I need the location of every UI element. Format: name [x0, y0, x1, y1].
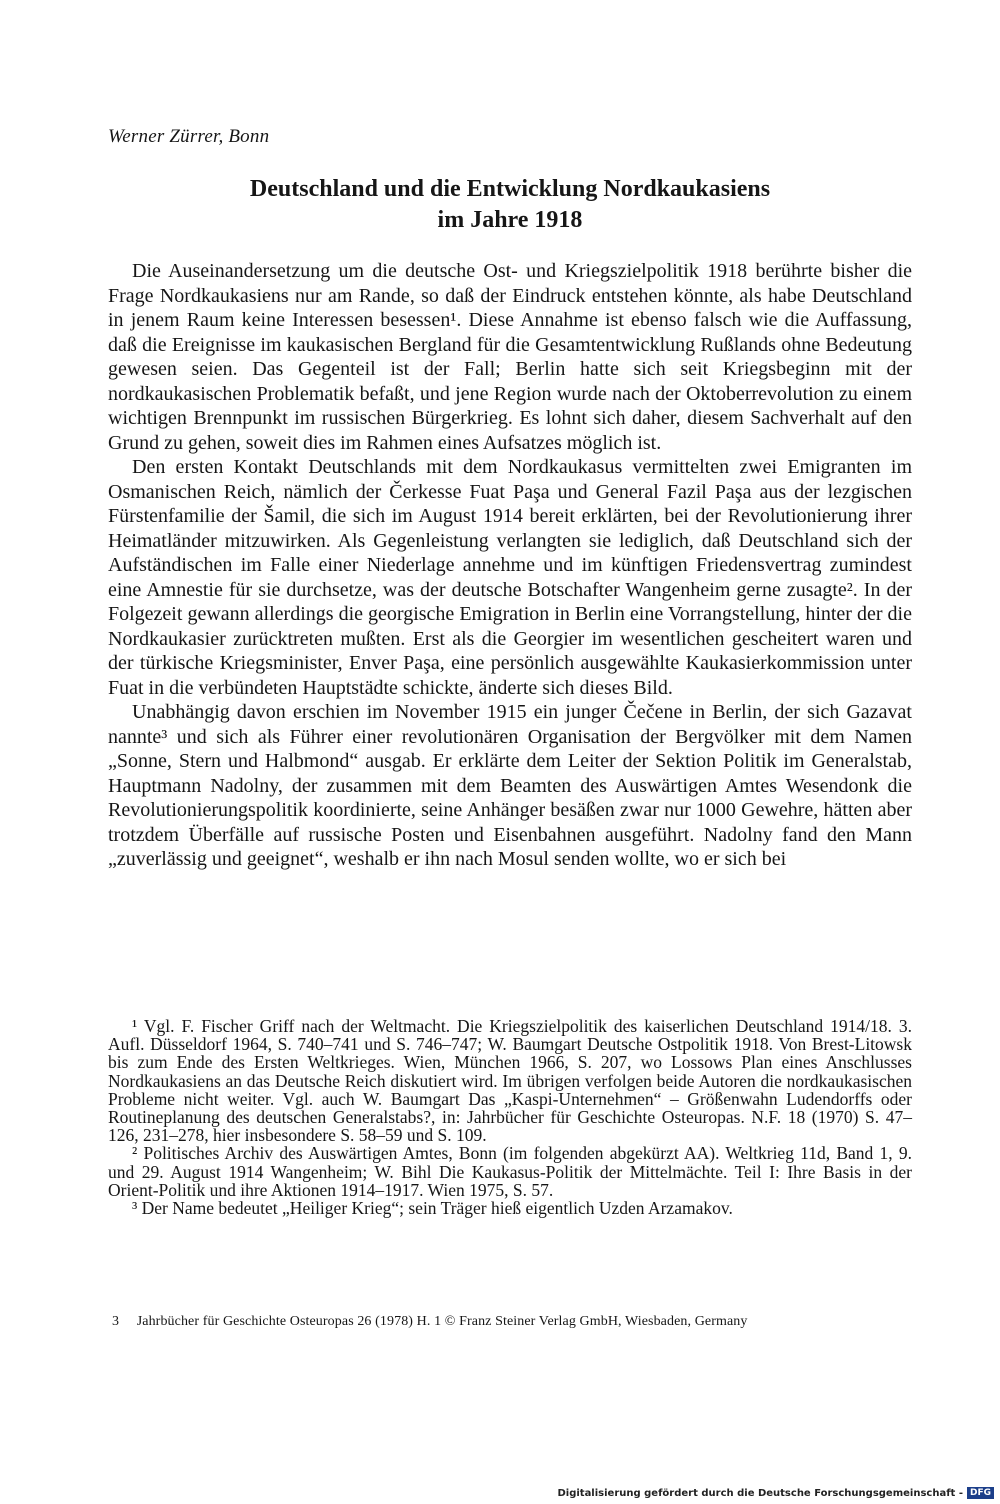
footnote-3: ³ Der Name bedeutet „Heiliger Krieg“; sein Träger hieß eigentlich Uzden Arzamakov. — [132, 1198, 733, 1219]
title-line-2: im Jahre 1918 — [437, 207, 583, 233]
title-line-1: Deutschland und die Entwicklung Nordkaukasiens — [249, 176, 771, 202]
page-footer — [112, 1314, 902, 1330]
page-number: 3 — [112, 1314, 120, 1329]
footnote-2: ² Politisches Archiv des Auswärtigen Amtes, Bonn (im folgenden abgekürzt AA). Weltkrieg 11d, Band 1, 9. und 29. August 1914 Wangenheim; W. Bihl Die Kaukasus-Politik der Mittelmächte. Teil I: Ihre Basis in der Orient-Politik und ihre Aktionen 1914–1917. Wien 1975, S. 57. — [108, 1143, 912, 1200]
author-line: Werner Zürrer, Bonn — [108, 126, 270, 147]
article-title — [120, 174, 900, 236]
article-body — [108, 259, 912, 872]
body-paragraph: Unabhängig davon erschien im November 1915 ein junger Čečene in Berlin, der sich Gazavat nannte³ und sich als Führer einer revolutionären Organisation der Bergvölker mit dem Namen „Sonne, Stern und Halbmond“ ausgab. Er erklärte dem Leiter der Sektion Politik im Generalstab, Hauptmann Nadolny, der zusammen mit dem Beamten des Auswärtigen Amtes Wesendonk die Revolutionierungspolitik koordinierte, seine Anhänger besäßen zwar nur 1000 Gewehre, hätten aber trotzdem Überfälle auf russische Posten und Eisenbahnen ausgeführt. Nadolny fand den Mann „zuverlässig und geeignet“, weshalb er ihn nach Mosul senden wollte, wo er sich bei — [108, 701, 912, 870]
digitization-text: Digitalisierung gefördert durch die Deutsche Forschungsgemeinschaft - — [557, 1487, 963, 1499]
body-paragraph: Die Auseinandersetzung um die deutsche Ost- und Kriegszielpolitik 1918 berührte bisher die Frage Nordkaukasiens nur am Rande, so daß der Eindruck entstehen könnte, als habe Deutschland in jenem Raum keine Interessen besessen¹. Diese Annahme ist ebenso falsch wie die Auffassung, daß die Ereignisse im kaukasischen Bergland für die Gesamtentwicklung Rußlands ohne Bedeutung gewesen seien. Das Gegenteil ist der Fall; Berlin hatte sich seit Kriegsbeginn mit der nordkaukasischen Problematik befaßt, und jene Region wurde nach der Oktoberrevolution zu einem wichtigen Brennpunkt im russischen Bürgerkrieg. Es lohnt sich daher, diesem Sachverhalt auf den Grund zu gehen, soweit dies im Rahmen eines Aufsatzes möglich ist. — [108, 260, 912, 454]
digitization-notice — [557, 1486, 994, 1500]
dfg-logo: DFG — [967, 1487, 994, 1499]
footnote-1: ¹ Vgl. F. Fischer Griff nach der Weltmacht. Die Kriegszielpolitik des kaiserlichen Deutschland 1914/18. 3. Aufl. Düsseldorf 1964, S. 740–741 und S. 746–747; W. Baumgart Deutsche Ostpolitik 1918. Von Brest-Litowsk bis zum Ende des Ersten Weltkrieges. Wien, München 1966, S. 207, wo Lossows Plan eines Anschlusses Nordkaukasiens an das Deutsche Reich diskutiert wird. Im übrigen verfolgen beide Autoren die nordkaukasischen Probleme nicht weiter. Vgl. auch W. Baumgart Das „Kaspi-Unternehmen“ – Größenwahn Ludendorffs oder Routineplanung des deutschen Generalstabs?, in: Jahrbücher für Geschichte Osteuropas. N.F. 18 (1970) S. 47–126, 231–278, hier insbesondere S. 58–59 und S. 109. — [108, 1016, 912, 1146]
footnotes — [108, 1017, 912, 1217]
journal-citation: Jahrbücher für Geschichte Osteuropas 26 (1978) H. 1 © Franz Steiner Verlag GmbH, Wiesbaden, Germany — [136, 1314, 748, 1329]
body-paragraph: Den ersten Kontakt Deutschlands mit dem Nordkaukasus vermittelten zwei Emigranten im Osmanischen Reich, nämlich der Čerkesse Fuat Paşa und General Fazil Paşa aus der lezgischen Fürstenfamilie der Šamil, die sich im August 1914 bereit erklärten, bei der Revolutionierung ihrer Heimatländer mitzuwirken. Als Gegenleistung verlangten sie lediglich, daß Deutschland sich der Aufständischen im Falle einer Niederlage annehme und im künftigen Friedensvertrag zumindest eine Amnestie für sie durchsetze, was der deutsche Botschafter Wangenheim gerne zusagte². In der Folgezeit gewann allerdings die georgische Emigration in Berlin eine Vorrangstellung, hinter der die Nordkaukasier zurücktreten mußten. Erst als die Georgier im wesentlichen gescheitert waren und der türkische Kriegsminister, Enver Paşa, eine persönlich ausgewählte Kaukasierkommission unter Fuat in die verbündeten Hauptstädte schickte, änderte sich dieses Bild. — [108, 456, 912, 699]
